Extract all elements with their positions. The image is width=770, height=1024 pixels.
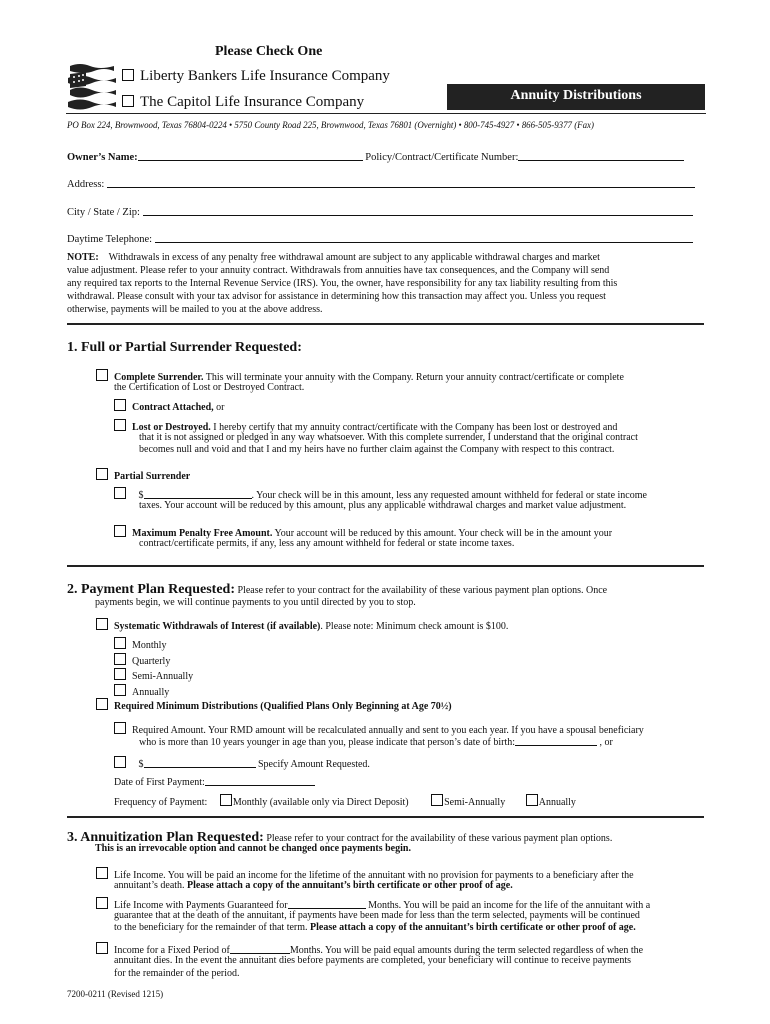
section-3-title: 3. Annuitization Plan Requested:: [67, 830, 264, 845]
city-state-zip-field[interactable]: [143, 205, 693, 216]
policy-number-field[interactable]: [518, 150, 684, 161]
checkbox-capitol[interactable]: [122, 95, 134, 107]
checkbox-payment-monthly[interactable]: [220, 794, 232, 806]
city-state-zip-label: City / State / Zip:: [67, 207, 140, 218]
lost-destroyed-text-1: I hereby certify that my annuity contract/certificate with the Company has been lost or destroyed and: [210, 422, 618, 433]
section-divider-3: [67, 816, 704, 818]
partial-surrender-label: Partial Surrender: [114, 471, 191, 482]
first-payment-date-field[interactable]: [205, 775, 315, 786]
section-2-intro-2: payments begin, we will continue payments to you until directed by you to stop.: [95, 597, 416, 608]
lost-destroyed-text-2: that it is not assigned or pledged in any way whatsoever. With this complete surrender, I understand that the original contract: [139, 432, 638, 443]
form-title-banner: Annuity Distributions: [447, 84, 705, 110]
rmd-required-amount-text-2: who is more than 10 years younger in age than you, please indicate that person’s date of birth:: [139, 737, 516, 748]
checkbox-payment-annually[interactable]: [526, 794, 538, 806]
max-penalty-free-label: Maximum Penalty Free Amount.: [132, 528, 273, 539]
partial-amount-text-1: . Your check will be in this amount, less any requested amount withheld for federal or state income: [251, 490, 647, 501]
please-check-one: Please Check One: [215, 44, 323, 59]
checkbox-frequency-semi-annually[interactable]: [114, 668, 126, 680]
checkbox-lost-destroyed[interactable]: [114, 419, 126, 431]
max-penalty-free-text-1: Your account will be reduced by this amount. Your check will be in the amount your: [272, 528, 613, 539]
life-income-attach-note: Please attach a copy of the annuitant’s birth certificate or other proof of age.: [187, 880, 513, 891]
specify-dollar-sign: $: [138, 759, 144, 770]
payment-semi-annually-label: Semi-Annually: [444, 797, 506, 808]
section-divider-1: [67, 323, 704, 325]
frequency-quarterly-option[interactable]: [114, 653, 193, 669]
frequency-monthly-option[interactable]: [114, 637, 193, 653]
payment-frequency-label: Frequency of Payment:: [114, 797, 208, 808]
checkbox-life-income-guaranteed[interactable]: [96, 897, 108, 909]
checkbox-liberty[interactable]: [122, 69, 134, 81]
contract-attached-or: or: [213, 402, 225, 413]
note-block: [67, 251, 707, 316]
company-option-liberty[interactable]: [122, 68, 390, 85]
company1-label: Liberty Bankers Life Insurance Company: [140, 68, 390, 84]
frequency-quarterly-label: Quarterly: [132, 655, 171, 667]
payment-frequency-monthly-option[interactable]: [220, 797, 409, 808]
first-payment-date-label: Date of First Payment:: [114, 777, 205, 788]
checkbox-frequency-monthly[interactable]: [114, 637, 126, 649]
checkbox-contract-attached[interactable]: [114, 399, 126, 411]
checkbox-max-penalty-free[interactable]: [114, 525, 126, 537]
checkbox-fixed-period[interactable]: [96, 942, 108, 954]
note-line-2: value adjustment. Please refer to your annuity contract. Withdrawals from annuities have tax consequences, and the Company will send: [67, 265, 610, 276]
fixed-period-text-1b: Months. You will be paid equal amounts during the term selected regardless of when the: [289, 945, 644, 956]
note-label: NOTE:: [67, 252, 99, 263]
checkbox-partial-amount[interactable]: [114, 487, 126, 499]
section-2-title: 2. Payment Plan Requested:: [67, 582, 235, 597]
note-line-4: withdrawal. Please consult with your tax advisor for assistance in determining how this transaction may affect you. Unless you request: [67, 291, 606, 302]
irrevocable-notice: This is an irrevocable option and cannot be changed once payments begin.: [95, 843, 411, 854]
daytime-telephone-label: Daytime Telephone:: [67, 234, 153, 245]
section-divider-2: [67, 565, 704, 567]
life-income-text-1: Life Income. You will be paid an income for the lifetime of the annuitant with no provision for payments to a beneficiary after the: [114, 870, 634, 881]
complete-surrender-text-2: the Certification of Lost or Destroyed Contract.: [114, 382, 305, 393]
lost-destroyed-text-3: becomes null and void and that I and my heirs have no further claim against the Company with respect to this contract.: [139, 444, 615, 455]
life-income-text-2: annuitant’s death.: [114, 880, 188, 891]
payment-frequency-semi-option[interactable]: [431, 797, 505, 808]
partial-surrender-option[interactable]: [96, 468, 190, 484]
partial-amount-field[interactable]: [144, 488, 252, 499]
specify-amount-label: Specify Amount Requested.: [255, 759, 370, 770]
checkbox-complete-surrender[interactable]: [96, 369, 108, 381]
checkbox-partial-surrender[interactable]: [96, 468, 108, 480]
guaranteed-text-1a: Life Income with Payments Guaranteed for: [114, 900, 288, 911]
guaranteed-attach-note: Please attach a copy of the annuitant’s birth certificate or other proof of age.: [310, 922, 636, 933]
company-address-line: PO Box 224, Brownwood, Texas 76804-0224 • 5750 County Road 225, Brownwood, Texas 76801 (Overnight) • 800-745-4927 • 866-505-9377 (Fax): [67, 120, 594, 130]
fixed-period-text-1a: Income for a Fixed Period of: [114, 945, 230, 956]
checkbox-life-income[interactable]: [96, 867, 108, 879]
partial-amount-text-2: taxes. Your account will be reduced by this amount, plus any applicable withdrawal charges and market value adjustment.: [139, 500, 627, 511]
checkbox-frequency-annually[interactable]: [114, 684, 126, 696]
note-line-3: any required tax reports to the Internal Revenue Service (IRS). You, the owner, have responsibility for any tax liability resulting from this: [67, 278, 618, 289]
contract-attached-option[interactable]: [114, 399, 225, 415]
checkbox-specify-amount[interactable]: [114, 756, 126, 768]
lost-destroyed-label: Lost or Destroyed.: [132, 422, 211, 433]
fixed-period-text-2: annuitant dies. In the event the annuitant dies before payments are completed, your beneficiary will continue to receive payments: [114, 955, 632, 966]
note-line-1: Withdrawals in excess of any penalty free withdrawal amount are subject to any applicable withdrawal charges and market: [108, 252, 600, 263]
frequency-semi-annually-option[interactable]: [114, 668, 193, 684]
specify-amount-field[interactable]: [144, 757, 256, 768]
systematic-withdrawals-label: Systematic Withdrawals of Interest (if available): [114, 621, 321, 632]
dollar-sign: $: [138, 490, 144, 501]
rmd-required-amount-text-1: Required Amount. Your RMD amount will be recalculated annually and sent to you each year. If you have a spousal beneficiary: [132, 725, 644, 736]
form-number: 7200-0211 (Revised 1215): [67, 989, 164, 999]
fixed-period-text-3: for the remainder of the period.: [114, 968, 240, 979]
payment-monthly-label: Monthly (available only via Direct Deposit): [232, 797, 409, 808]
fixed-period-months-field[interactable]: [230, 943, 290, 954]
rmd-label: Required Minimum Distributions (Qualified Plans Only Beginning at Age 70½): [114, 701, 452, 712]
systematic-withdrawals-option[interactable]: [96, 618, 508, 634]
specify-amount-option[interactable]: [114, 756, 370, 772]
contract-attached-label: Contract Attached,: [132, 402, 214, 413]
payment-annually-label: Annually: [538, 797, 576, 808]
header-divider: [66, 113, 706, 114]
guaranteed-text-3: to the beneficiary for the remainder of that term.: [114, 922, 311, 933]
payment-frequency-annual-option[interactable]: [526, 797, 576, 808]
section-2-intro-1: Please refer to your contract for the availability of these various payment plan options. Once: [235, 585, 608, 596]
beneficiary-dob-field[interactable]: [515, 735, 597, 746]
policy-number-label: Policy/Contract/Certificate Number:: [365, 152, 519, 163]
company-option-capitol[interactable]: [122, 94, 364, 111]
rmd-option[interactable]: [96, 698, 452, 714]
company2-label: The Capitol Life Insurance Company: [140, 94, 365, 110]
max-penalty-free-text-2: contract/certificate permits, if any, less any amount withheld for federal or state income taxes.: [139, 538, 515, 549]
owner-name-label: Owner’s Name:: [67, 152, 138, 163]
guaranteed-months-field[interactable]: [288, 898, 366, 909]
checkbox-rmd-required-amount[interactable]: [114, 722, 126, 734]
frequency-annually-label: Annually: [132, 686, 170, 698]
checkbox-payment-semi-annually[interactable]: [431, 794, 443, 806]
checkbox-frequency-quarterly[interactable]: [114, 653, 126, 665]
daytime-telephone-field[interactable]: [155, 232, 693, 243]
address-label: Address:: [67, 179, 105, 190]
address-field[interactable]: [107, 177, 695, 188]
owner-name-field[interactable]: [138, 150, 363, 161]
flag-logo-icon: [66, 62, 118, 116]
section-1-title: 1. Full or Partial Surrender Requested:: [67, 340, 302, 355]
frequency-annually-option[interactable]: [114, 684, 193, 700]
checkbox-systematic-withdrawals[interactable]: [96, 618, 108, 630]
withdrawal-frequency-list: [114, 637, 193, 699]
frequency-monthly-label: Monthly: [132, 640, 167, 651]
checkbox-rmd[interactable]: [96, 698, 108, 710]
systematic-withdrawals-note: . Please note: Minimum check amount is $100.: [320, 621, 509, 632]
frequency-semi-annually-label: Semi-Annually: [132, 671, 194, 682]
complete-surrender-label: Complete Surrender.: [114, 372, 204, 383]
guaranteed-text-1b: Months. You will be paid an income for the life of the annuitant with a: [365, 900, 651, 911]
guaranteed-text-2: guarantee that at the death of the annuitant, if payments have been made for less than the term selected, payments will be continued: [114, 910, 640, 921]
section-3-intro: Please refer to your contract for the availability of these various payment plan options.: [263, 833, 613, 844]
complete-surrender-text-1: This will terminate your annuity with the Company. Return your annuity contract/certificate or complete: [203, 372, 624, 383]
rmd-or: , or: [597, 737, 613, 748]
note-line-5: otherwise, payments will be mailed to you at the above address.: [67, 304, 323, 315]
